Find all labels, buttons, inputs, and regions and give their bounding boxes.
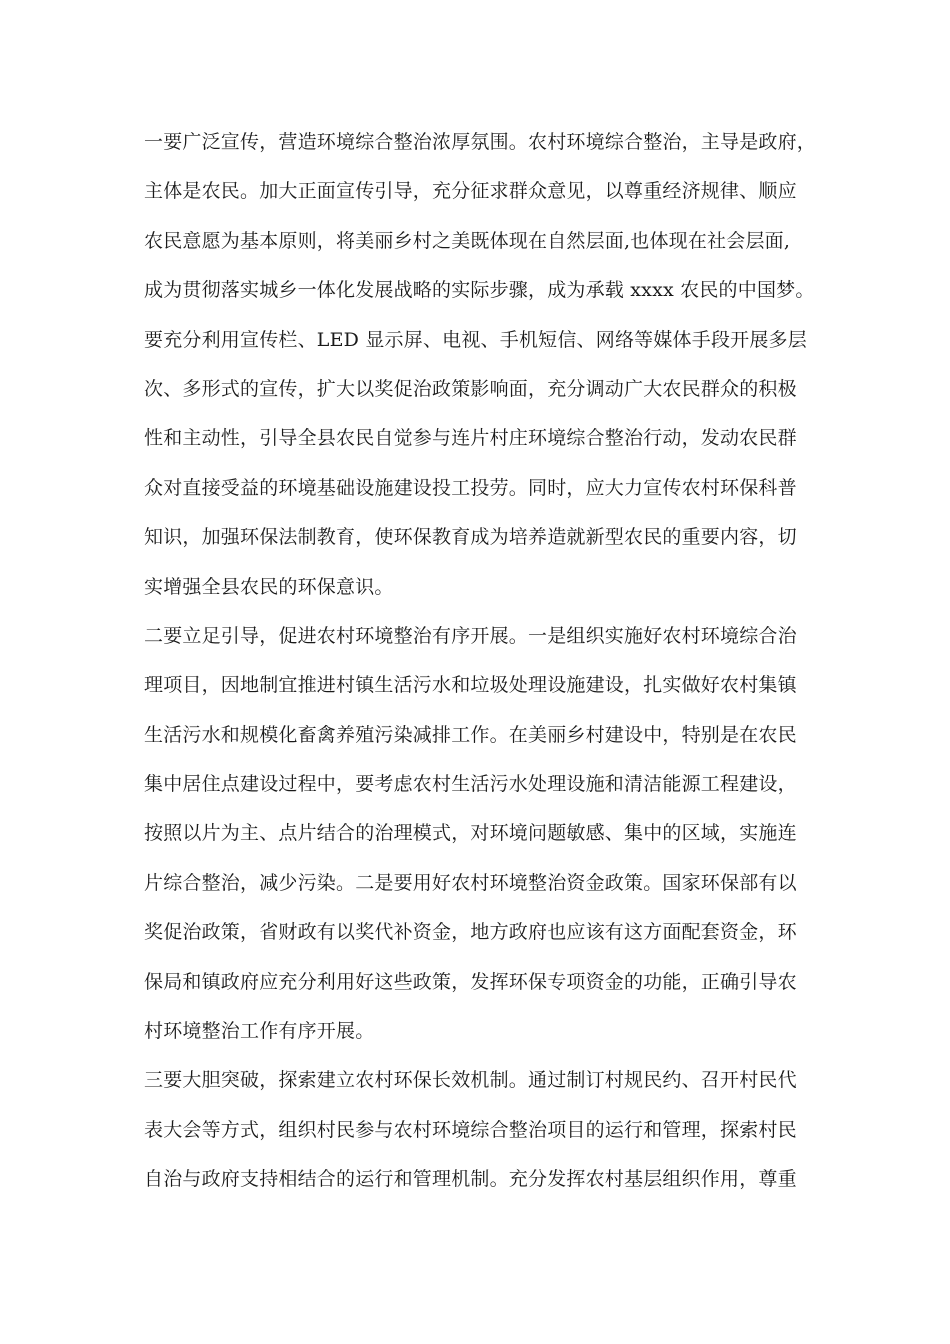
text-line: 二要立足引导，促进农村环境整治有序开展。一是组织实施好农村环境综合治: [144, 624, 797, 647]
text-line: 一要广泛宣传，营造环境综合整治浓厚氛围。农村环境综合整治，主导是政府，: [144, 131, 817, 153]
text-line: 三要大胆突破，探索建立农村环保长效机制。通过制订村规民约、召开村民代: [144, 1069, 797, 1092]
text-line: 片综合整治，减少污染。二是要用好农村环境整治资金政策。国家环保部有以: [144, 871, 797, 894]
text-line: 主体是农民。加大正面宣传引导，充分征求群众意见，以尊重经济规律、顺应: [144, 180, 797, 203]
text-line: 集中居住点建设过程中，要考虑农村生活污水处理设施和清洁能源工程建设，: [144, 773, 797, 796]
text-line: 次、多形式的宣传，扩大以奖促治政策影响面，充分调动广大农民群众的积极: [144, 377, 797, 400]
text-line: 表大会等方式，组织村民参与农村环境综合整治项目的运行和管理，探索村民: [144, 1118, 797, 1141]
text-line: 农民意愿为基本原则，将美丽乡村之美既体现在自然层面,也体现在社会层面,: [144, 229, 791, 252]
text-line: 成为贯彻落实城乡一体化发展战略的实际步骤，成为承载 xxxx 农民的中国梦。: [144, 279, 815, 302]
document-body: [144, 118, 824, 1205]
paragraph-mechanism: [144, 1056, 824, 1204]
text-line: 村环境整治工作有序开展。: [144, 1020, 375, 1043]
text-line: 保局和镇政府应充分利用好这些政策，发挥环保专项资金的功能，正确引导农: [144, 970, 797, 993]
text-line: 众对直接受益的环境基础设施建设投工投劳。同时，应大力宣传农村环保科普: [144, 476, 797, 499]
paragraph-publicity: [144, 118, 824, 612]
text-line: 生活污水和规模化畜禽养殖污染减排工作。在美丽乡村建设中，特别是在农民: [144, 723, 797, 746]
paragraph-guidance: [144, 612, 824, 1057]
text-line: 要充分利用宣传栏、LED 显示屏、电视、手机短信、网络等媒体手段开展多层: [144, 328, 807, 351]
text-line: 实增强全县农民的环保意识。: [144, 575, 394, 598]
text-line: 按照以片为主、点片结合的治理模式，对环境问题敏感、集中的区域，实施连: [144, 822, 797, 845]
text-line: 性和主动性，引导全县农民自觉参与连片村庄环境综合整治行动，发动农民群: [144, 427, 797, 450]
text-line: 奖促治政策，省财政有以奖代补资金，地方政府也应该有这方面配套资金，环: [144, 921, 797, 944]
text-line: 自治与政府支持相结合的运行和管理机制。充分发挥农村基层组织作用，尊重: [144, 1168, 797, 1191]
text-line: 理项目，因地制宜推进村镇生活污水和垃圾处理设施建设，扎实做好农村集镇: [144, 674, 797, 697]
text-line: 知识，加强环保法制教育，使环保教育成为培养造就新型农民的重要内容，切: [144, 526, 797, 549]
